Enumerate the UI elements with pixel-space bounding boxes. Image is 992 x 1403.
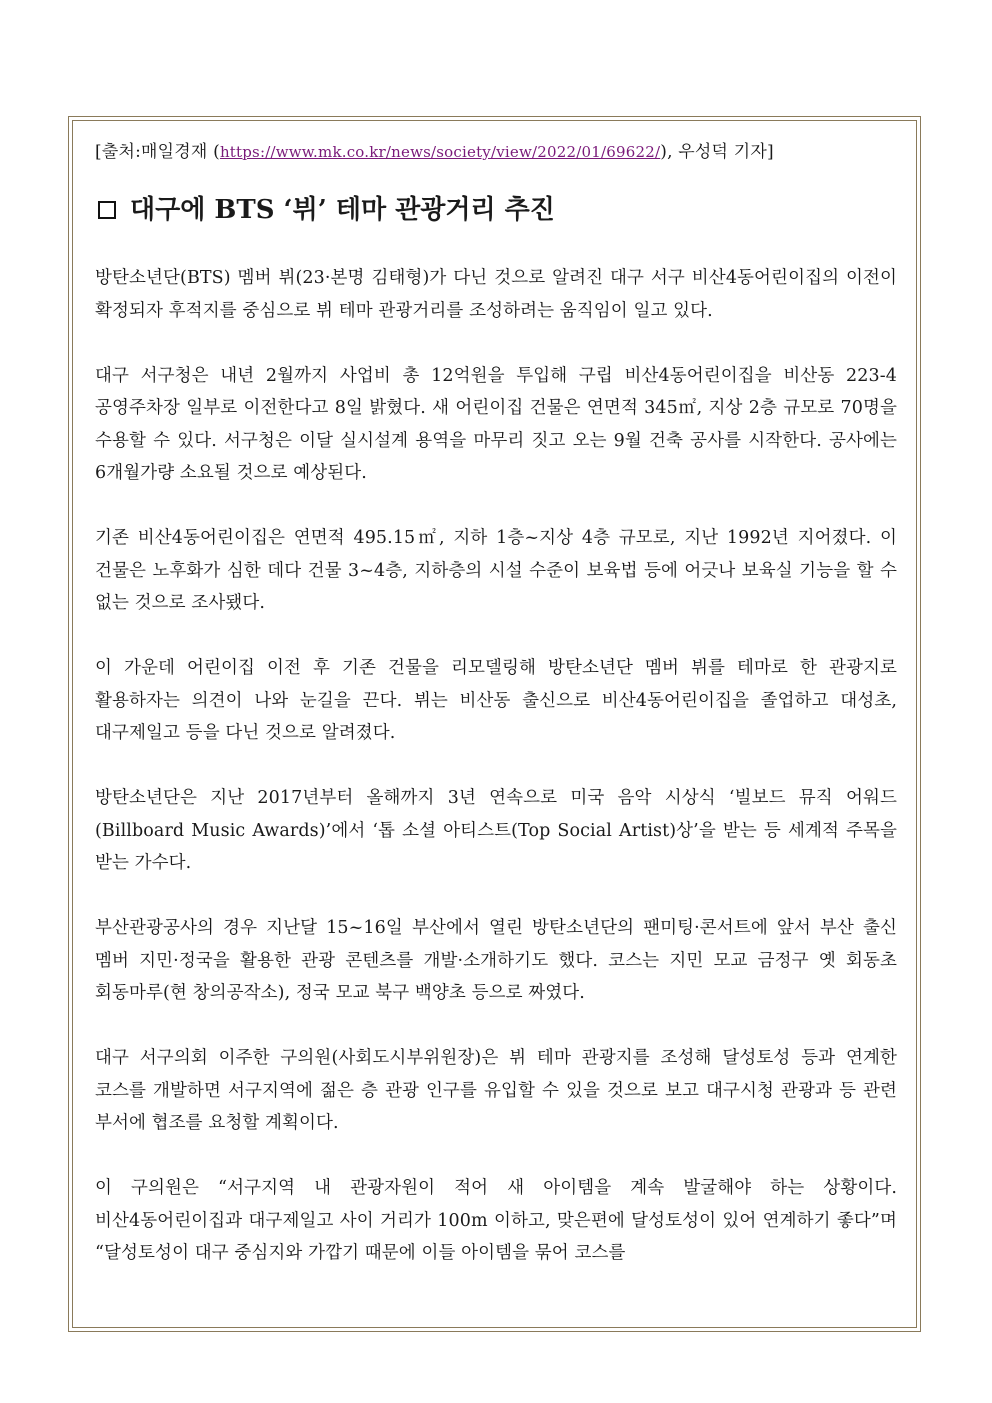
paragraph-7: 대구 서구의회 이주한 구의원(사회도시부위원장)은 뷔 테마 관광지를 조성해 달성토성 등과 연계한 코스를 개발하면 서구지역에 젊은 층 관광 인구를 유입할 수 있을 것으로 보고 대구시청 관광과 등 관련 부서에 협조를 요청할 계획이다.	[95, 1048, 897, 1133]
paragraph-1: 방탄소년단(BTS) 멤버 뷔(23·본명 김태형)가 다닌 것으로 알려진 대구 서구 비산4동어린이집의 이전이 확정되자 후적지를 중심으로 뷔 테마 관광거리를 조성하려는 움직임이 일고 있다.	[95, 268, 897, 321]
paragraph-6: 부산관광공사의 경우 지난달 15~16일 부산에서 열린 방탄소년단의 팬미팅·콘서트에 앞서 부산 출신 멤버 지민·정국을 활용한 관광 콘텐츠를 개발·소개하기도 했다. 코스는 지민 모교 금정구 옛 회동초 회동마루(현 창의공작소), 정국 모교 북구 백양초 등으로 짜였다.	[95, 918, 897, 1003]
article-title-text: 대구에 BTS ‘뷔’ 테마 관광거리 추진	[130, 195, 555, 225]
paragraph-4: 이 가운데 어린이집 이전 후 기존 건물을 리모델링해 방탄소년단 멤버 뷔를 테마로 한 관광지로 활용하자는 의견이 나와 눈길을 끈다. 뷔는 비산동 출신으로 비산4동어린이집을 졸업하고 대성초, 대구제일고 등을 다닌 것으로 알려졌다.	[95, 658, 897, 743]
source-suffix: ), 우성덕 기자]	[660, 142, 774, 162]
paragraph-5: 방탄소년단은 지난 2017년부터 올해까지 3년 연속으로 미국 음악 시상식 ‘빌보드 뮤직 어워드(Billboard Music Awards)’에서 ‘톱 소셜 아티스트(Top Social Artist)상’을 받는 등 세계적 주목을 받는 가수다.	[95, 788, 897, 873]
paragraph-8: 이 구의원은 “서구지역 내 관광자원이 적어 새 아이템을 계속 발굴해야 하는 상황이다. 비산4동어린이집과 대구제일고 사이 거리가 100m 이하고, 맞은편에 달성토성이 있어 연계하기 좋다”며 “달성토성이 대구 중심지와 가깝기 때문에 이들 아이템을 묶어 코스를	[95, 1178, 897, 1263]
paragraph-3: 기존 비산4동어린이집은 연면적 495.15㎡, 지하 1층~지상 4층 규모로, 지난 1992년 지어졌다. 이 건물은 노후화가 심한 데다 건물 3~4층, 지하층의 시설 수준이 보육법 등에 어긋나 보육실 기능을 할 수 없는 것으로 조사됐다.	[95, 528, 897, 613]
article-body	[95, 262, 897, 1270]
source-prefix: [출처:매일경재 (	[95, 142, 220, 162]
source-link[interactable]: https://www.mk.co.kr/news/society/view/2022/01/69622/	[219, 143, 661, 161]
source-line	[95, 136, 897, 168]
article-content	[95, 136, 897, 1302]
checkbox-square-icon	[98, 201, 116, 219]
article-title	[95, 190, 897, 230]
paragraph-2: 대구 서구청은 내년 2월까지 사업비 총 12억원을 투입해 구립 비산4동어린이집을 비산동 223-4 공영주차장 일부로 이전한다고 8일 밝혔다. 새 어린이집 건물은 연면적 345㎡, 지상 2층 규모로 70명을 수용할 수 있다. 서구청은 이달 실시설계 용역을 마무리 짓고 오는 9월 건축 공사를 시작한다. 공사에는 6개월가량 소요될 것으로 예상된다.	[95, 365, 897, 483]
